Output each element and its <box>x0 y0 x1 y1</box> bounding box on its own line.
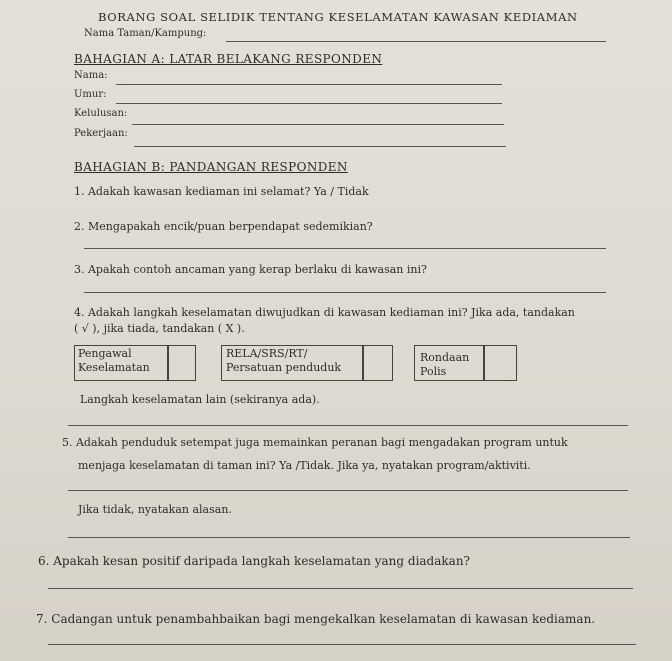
option-rela-label-1: RELA/SRS/RT/ <box>226 347 308 360</box>
form-title: BORANG SOAL SELIDIK TENTANG KESELAMATAN KAWASAN KEDIAMAN <box>98 10 578 24</box>
option-rondaan-checkbox[interactable] <box>484 345 517 381</box>
field-umur-line[interactable] <box>116 103 502 104</box>
option-pengawal-checkbox[interactable] <box>168 345 196 381</box>
question-2-answer-line[interactable] <box>84 248 606 249</box>
question-4-other-line[interactable] <box>68 425 628 426</box>
question-4-line-1: 4. Adakah langkah keselamatan diwujudkan di kawasan kediaman ini? Jika ada, tandakan <box>74 306 575 319</box>
question-4-line-2: ( √ ), jika tiada, tandakan ( X ). <box>74 322 245 335</box>
field-pekerjaan-label: Pekerjaan: <box>74 128 128 139</box>
option-rela-label-2: Persatuan penduduk <box>226 361 342 374</box>
field-kelulusan-label: Kelulusan: <box>74 108 128 119</box>
question-7: 7. Cadangan untuk penambahbaikan bagi mengekalkan keselamatan di kawasan kediaman. <box>36 612 596 626</box>
option-pengawal-label-2: Keselamatan <box>78 361 150 374</box>
nama-taman-answer-line[interactable] <box>226 41 606 42</box>
option-pengawal-label-1: Pengawal <box>78 347 132 360</box>
question-3: 3. Apakah contoh ancaman yang kerap berlaku di kawasan ini? <box>74 263 427 276</box>
field-nama-line[interactable] <box>116 84 502 85</box>
option-rondaan-label-1: Rondaan <box>420 351 470 364</box>
question-4-other: Langkah keselamatan lain (sekiranya ada). <box>80 393 320 406</box>
field-pekerjaan-line[interactable] <box>134 146 506 147</box>
question-2: 2. Mengapakah encik/puan berpendapat sedemikian? <box>74 220 373 233</box>
question-1: 1. Adakah kawasan kediaman ini selamat? Ya / Tidak <box>74 185 369 198</box>
field-umur-label: Umur: <box>74 89 107 100</box>
question-5-answer-line[interactable] <box>68 490 628 491</box>
question-6: 6. Apakah kesan positif daripada langkah keselamatan yang diadakan? <box>38 554 470 568</box>
nama-taman-label: Nama Taman/Kampung: <box>84 28 207 39</box>
question-5-line-2: menjaga keselamatan di taman ini? Ya /Tidak. Jika ya, nyatakan program/aktiviti. <box>78 459 531 472</box>
question-7-answer-line[interactable] <box>48 644 636 645</box>
section-b-heading: BAHAGIAN B: PANDANGAN RESPONDEN <box>74 160 348 174</box>
question-5-line-1: 5. Adakah penduduk setempat juga memainkan peranan bagi mengadakan program untuk <box>62 436 568 449</box>
field-kelulusan-line[interactable] <box>132 124 504 125</box>
option-rela-checkbox[interactable] <box>363 345 393 381</box>
option-rondaan-label-2: Polis <box>420 365 447 378</box>
question-6-answer-line[interactable] <box>48 588 633 589</box>
question-3-answer-line[interactable] <box>84 292 606 293</box>
question-5-no: Jika tidak, nyatakan alasan. <box>78 503 232 516</box>
field-nama-label: Nama: <box>74 70 108 81</box>
section-a-heading: BAHAGIAN A: LATAR BELAKANG RESPONDEN <box>74 52 383 66</box>
question-5-no-answer-line[interactable] <box>68 537 630 538</box>
